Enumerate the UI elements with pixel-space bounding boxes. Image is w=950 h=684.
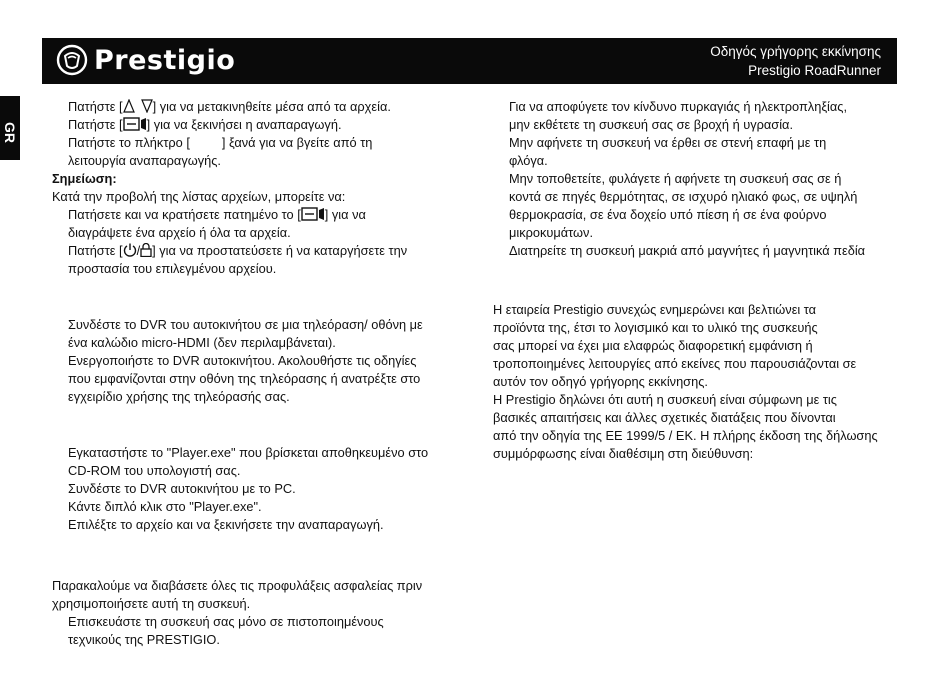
- instruction-line: λειτουργία αναπαραγωγής.: [68, 153, 221, 168]
- tv-line: ένα καλώδιο micro-HDMI (δεν περιλαμβάνεται).: [68, 335, 336, 350]
- safety-item: Διατηρείτε τη συσκευή μακριά από μαγνήτες ή μαγνητικά πεδία: [509, 243, 866, 258]
- disclaimer-line: αυτόν τον οδηγό γρήγορης εκκίνησης.: [493, 374, 708, 389]
- tv-line: που εμφανίζονται στην οθόνη της τηλεόρασης ή ανατρέξτε στο: [68, 371, 421, 386]
- safety-item: τεχνικούς της PRESTIGIO.: [68, 632, 220, 647]
- note-item: προστασία του επιλεγμένου αρχείου.: [68, 261, 277, 276]
- pc-line: CD-ROM του υπολογιστή σας.: [68, 463, 241, 478]
- safety-item: μικροκυμάτων.: [509, 225, 593, 240]
- right-column: [493, 98, 903, 468]
- disclaimer-line: τροποποιημένες λειτουργίες από εκείνες που παρουσιάζονται σε: [493, 356, 857, 371]
- note-intro: Κατά την προβολή της λίστας αρχείων, μπορείτε να:: [52, 189, 346, 204]
- safety-intro-line: χρησιμοποιήσετε αυτή τη συσκευή.: [52, 596, 251, 611]
- safety-item: Επισκευάστε τη συσκευή σας μόνο σε πιστοποιημένους: [68, 614, 384, 629]
- pc-line: Συνδέστε το DVR αυτοκινήτου με το PC.: [68, 481, 296, 496]
- safety-item: Μην αφήνετε τη συσκευή να έρθει σε στενή επαφή με τη: [509, 135, 827, 150]
- power-icon: [123, 243, 137, 257]
- safety-item: Για να αποφύγετε τον κίνδυνο πυρκαγιάς ή ηλεκτροπληξίας,: [509, 99, 848, 114]
- playback-mode-icon: [123, 117, 147, 131]
- pc-line: Κάντε διπλό κλικ στο "Player.exe".: [68, 499, 262, 514]
- note-label: Σημείωση:: [52, 171, 117, 186]
- safety-item: Μην τοποθετείτε, φυλάγετε ή αφήνετε τη συσκευή σας σε ή: [509, 171, 842, 186]
- tv-line: Ενεργοποιήστε το DVR αυτοκινήτου. Ακολουθήστε τις οδηγίες: [68, 353, 417, 368]
- pc-line: Εγκαταστήστε το "Player.exe" που βρίσκεται αποθηκευμένο στο: [68, 445, 429, 460]
- disclaimer-line: συμμόρφωσης είναι διαθέσιμη στη διεύθυνση:: [493, 446, 754, 461]
- tv-line: εγχειρίδιο χρήσης της τηλεόρασής σας.: [68, 389, 290, 404]
- disclaimer-line: προϊόντα της, έτσι το λογισμικό και το υλικό της συσκευής: [493, 320, 818, 335]
- header-bar: [42, 38, 897, 84]
- disclaimer-line: από την οδηγία της ΕΕ 1999/5 / ΕΚ. Η πλήρης έκδοση της δήλωσης: [493, 428, 878, 443]
- pc-line: Επιλέξτε το αρχείο και να ξεκινήσετε την αναπαραγωγή.: [68, 517, 384, 532]
- tv-line: Συνδέστε το DVR του αυτοκινήτου σε μια τηλεόραση/ οθόνη με: [68, 317, 423, 332]
- guide-title: Οδηγός γρήγορης εκκίνησης: [710, 44, 881, 59]
- lock-icon: [140, 243, 152, 257]
- disclaimer-line: Η εταιρεία Prestigio συνεχώς ενημερώνει και βελτιώνει τα: [493, 302, 817, 317]
- disclaimer-line: σας μπορεί να έχει μια ελαφρώς διαφορετική εμφάνιση ή: [493, 338, 813, 353]
- prestigio-emblem-icon: [56, 44, 88, 76]
- safety-item: μην εκθέτετε τη συσκευή σας σε βροχή ή υγρασία.: [509, 117, 794, 132]
- safety-item: θερμοκρασία, σε ένα δοχείο υπό πίεση ή σε ένα φούρνο: [509, 207, 827, 222]
- instruction-line: Πατήστε [ ] για να ξεκινήσει η αναπαραγωγή.: [68, 117, 342, 132]
- disclaimer-line: βασικές απαιτήσεις και άλλες σχετικές διατάξεις που δίνονται: [493, 410, 836, 425]
- note-item: Πατήστε [ / ] για να προστατεύσετε ή να καταργήσετε την: [68, 243, 408, 258]
- language-tab: [0, 96, 20, 160]
- instruction-line: Πατήστε το πλήκτρο [ ] ξανά για να βγείτε από τη: [68, 135, 373, 150]
- product-name: Prestigio RoadRunner: [748, 63, 881, 78]
- safety-item: κοντά σε πηγές θερμότητας, σε ισχυρό ηλιακό φως, σε υψηλή: [509, 189, 858, 204]
- left-column: [52, 98, 472, 658]
- safety-item: φλόγα.: [509, 153, 548, 168]
- prestigio-logo: [56, 44, 235, 76]
- note-item: Πατήσετε και να κρατήσετε πατημένο το [ ] για να: [68, 207, 366, 222]
- language-code: GR: [2, 122, 18, 143]
- instruction-line: Πατήστε [ ] για να μετακινηθείτε μέσα από τα αρχεία.: [68, 99, 391, 114]
- note-item: διαγράψετε ένα αρχείο ή όλα τα αρχεία.: [68, 225, 291, 240]
- disclaimer-line: Η Prestigio δηλώνει ότι αυτή η συσκευή είναι σύμφωνη με τις: [493, 392, 837, 407]
- brand-name: Prestigio: [94, 44, 236, 76]
- playback-mode-icon: [301, 207, 325, 221]
- up-down-arrows-icon: [123, 99, 153, 113]
- safety-intro-line: Παρακαλούμε να διαβάσετε όλες τις προφυλάξεις ασφαλείας πριν: [52, 578, 423, 593]
